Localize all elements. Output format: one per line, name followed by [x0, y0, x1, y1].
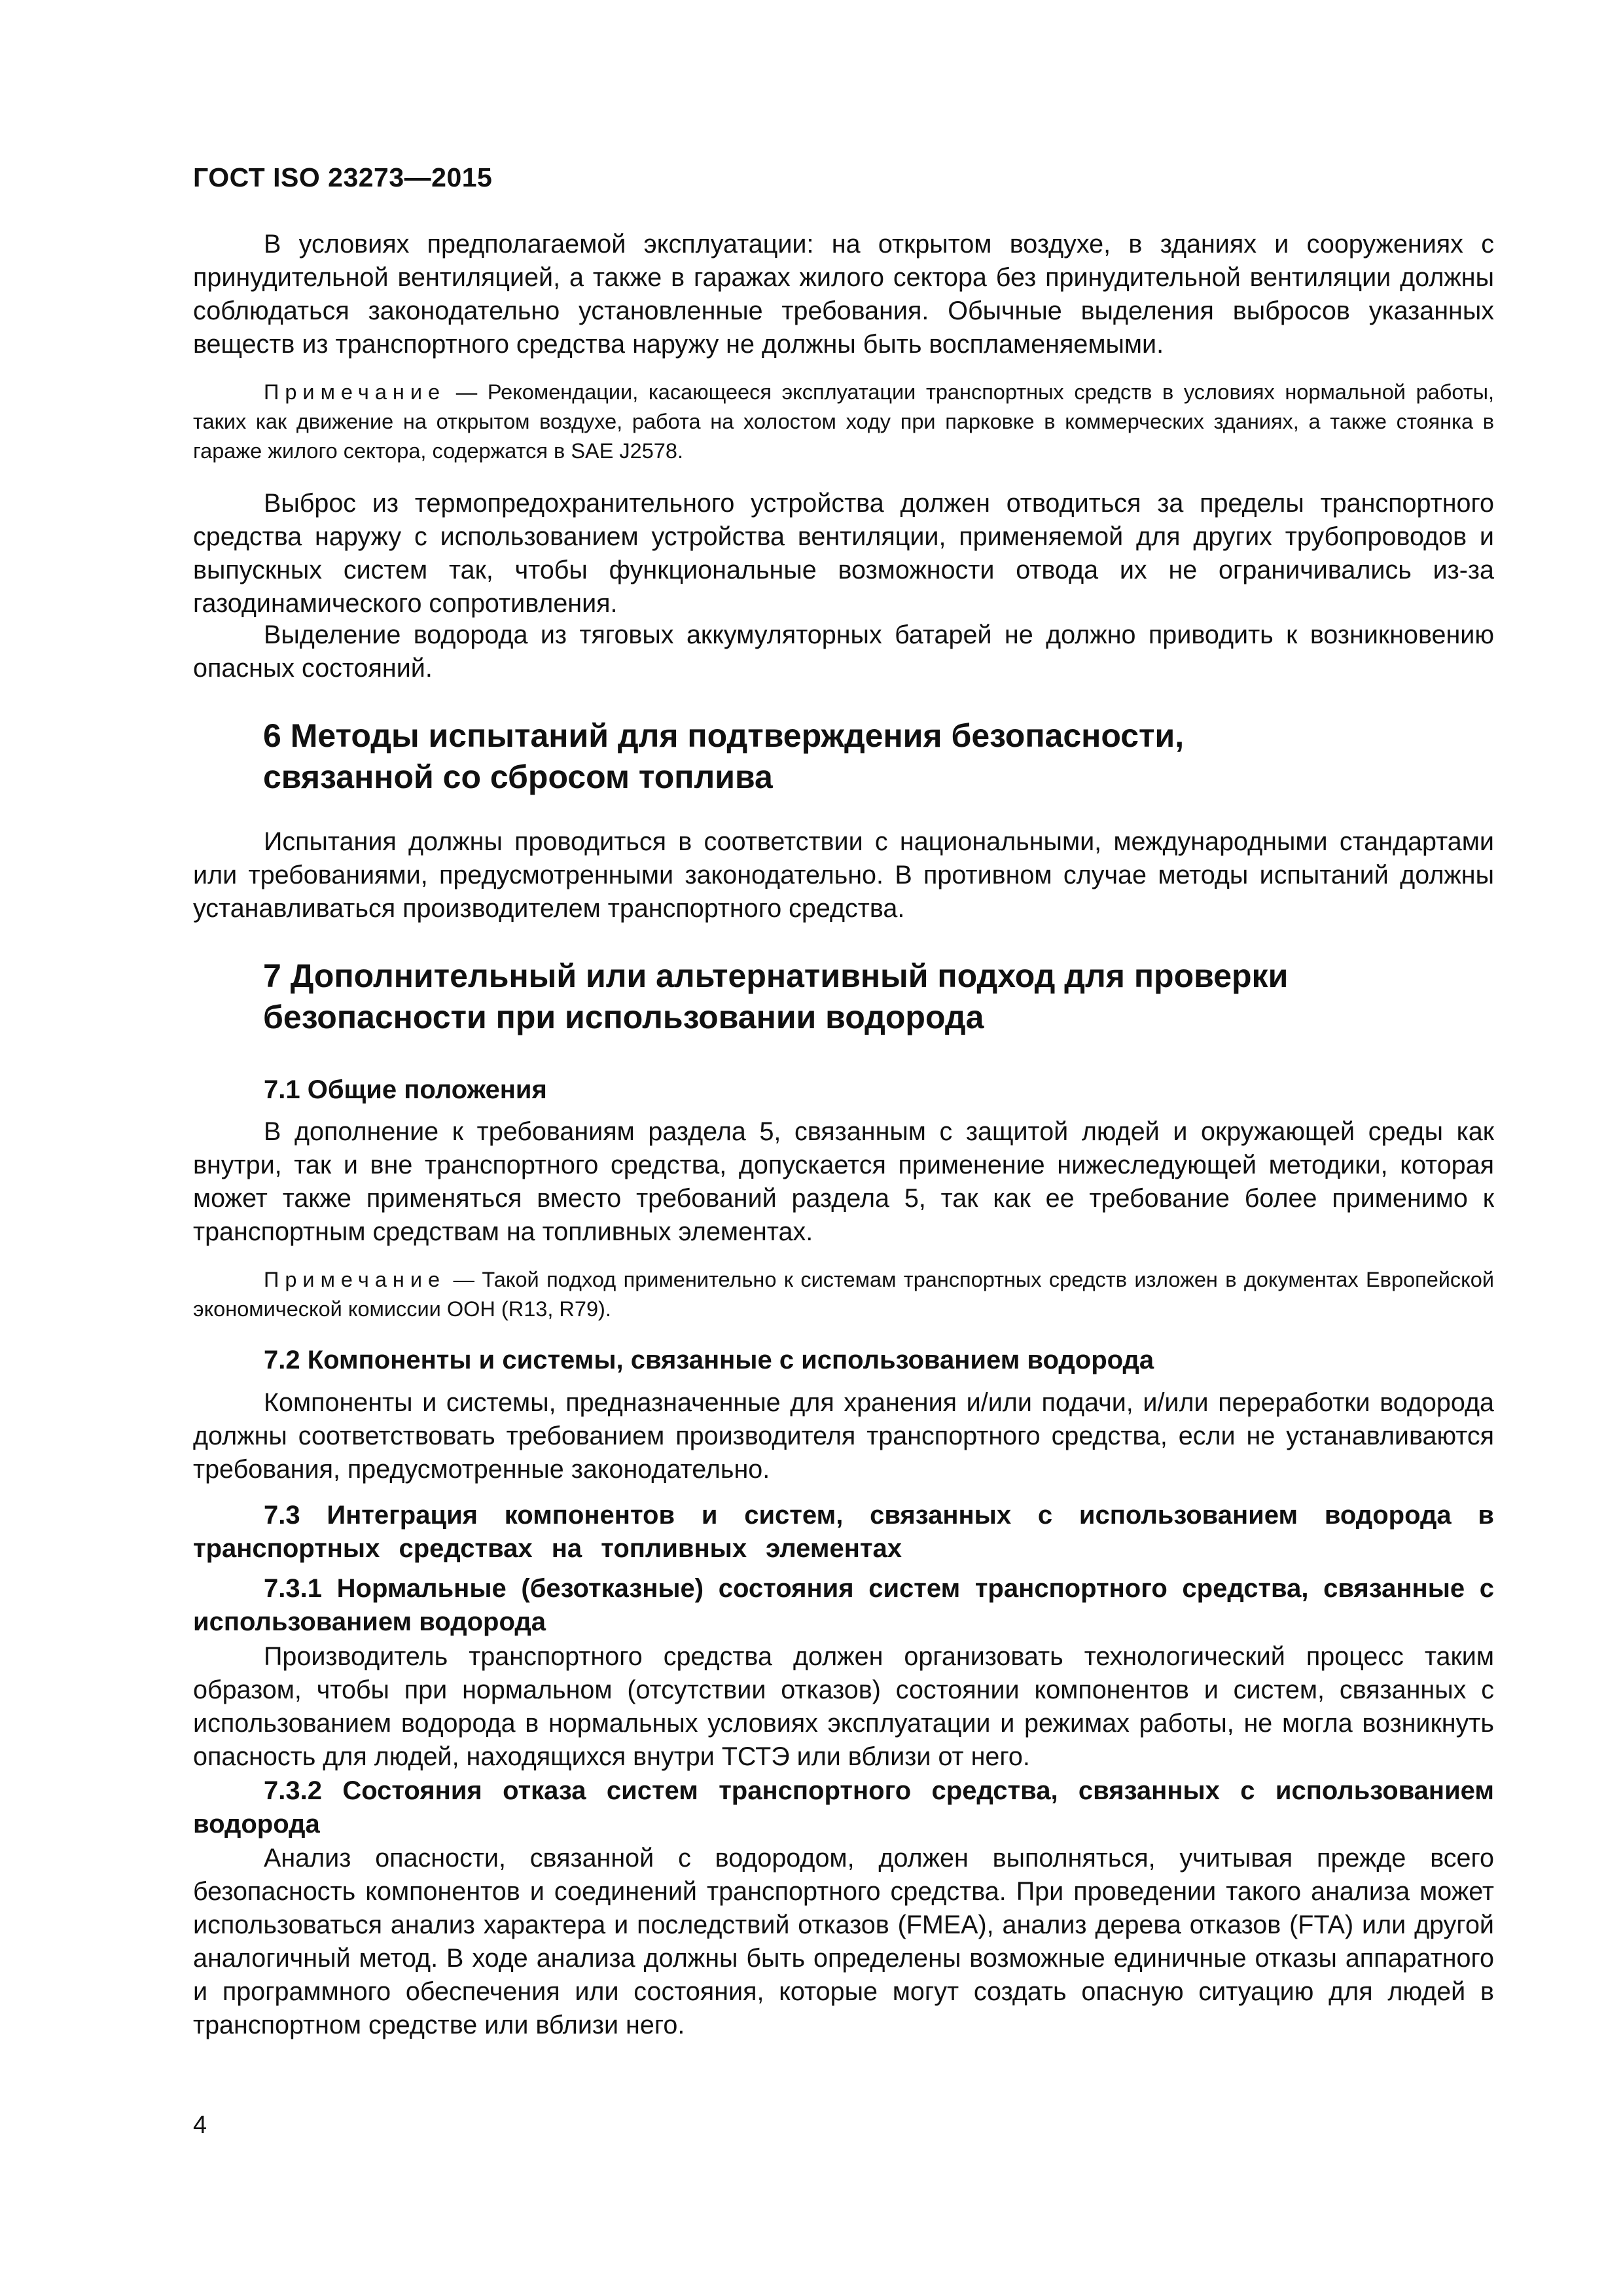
note-unece: [193, 1265, 1494, 1324]
note-label: Примечание: [264, 380, 446, 404]
section-7-2-text: Компоненты и системы, предназначенные для хранения и/или подачи, и/или переработки водорода должны соответствовать требованием производителя транспортного средства, если не устанавливаются требования, предусмотренные законодательно.: [193, 1388, 1494, 1484]
note-sae-j2578: [193, 378, 1494, 466]
section-7-1-heading: 7.1 Общие положения: [264, 1075, 547, 1104]
section-7-3-2-text: Анализ опасности, связанной с водородом, должен выполняться, учитывая прежде всего безопасность компонентов и соединений транспортного средства. При проведении такого анализа может использоваться анализ характера и последствий отказов (FMEA), анализ дерева отказов (FTA) или другой аналогичный метод. В ходе анализа должны быть определены возможные единичные отказы аппаратного и программного обеспечения или состояния, которые могут создать опасную ситуацию для людей в транспортном средстве или вблизи него.: [193, 1844, 1494, 2039]
section-7-3-1-heading: 7.3.1 Нормальные (безотказные) состояния систем транспортного средства, связанные с использованием водорода: [193, 1574, 1494, 1636]
page-number: 4: [193, 2111, 207, 2139]
document-header: ГОСТ ISO 23273—2015: [193, 162, 493, 192]
paragraph-thermal-device-discharge: Выброс из термопредохранительного устройства должен отводиться за пределы транспортного средства наружу с использованием устройства вентиляции, применяемой для других трубопроводов и выпускных систем так, чтобы функциональные возможности отвода их не ограничивались из-за газодинамического сопротивления.: [193, 489, 1494, 618]
paragraph-operating-conditions: В условиях предполагаемой эксплуатации: на открытом воздухе, в зданиях и сооружениях с принудительной вентиляцией, а также в гаражах жилого сектора без принудительной вентиляции должны соблюдаться законодательно установленные требования. Обычные выделения выбросов указанных веществ из транспортного средства наружу не должны быть воспламеняемыми.: [193, 230, 1494, 359]
section-6-heading: 6 Методы испытаний для подтверждения безопасности, связанной со сбросом топлива: [263, 717, 1185, 795]
note-label: Примечание: [264, 1268, 446, 1291]
section-7-1-text: В дополнение к требованиям раздела 5, связанным с защитой людей и окружающей среды как внутри, так и вне транспортного средства, допускается применение нижеследующей методики, которая может также применяться вместо требований раздела 5, так как ее требование более применимо к транспортным средствам на топливных элементах.: [193, 1117, 1494, 1246]
section-7-2-heading: 7.2 Компоненты и системы, связанные с использованием водорода: [264, 1346, 1154, 1374]
section-7-3-1-text: Производитель транспортного средства должен организовать технологический процесс таким образом, чтобы при нормальном (отсутствии отказов) состоянии компонентов и систем, связанных с использованием водорода в нормальных условиях эксплуатации и режимах работы, не могла возникнуть опасность для людей, находящихся внутри ТСТЭ или вблизи от него.: [193, 1642, 1494, 1771]
section-6-text: Испытания должны проводиться в соответствии с национальными, международными стандартами или требованиями, предусмотренными законодательно. В противном случае методы испытаний должны устанавливаться производителем транспортного средства.: [193, 827, 1494, 923]
note-text: — Рекомендации, касающееся эксплуатации транспортных средств в условиях нормальной работы, таких как движение на открытом воздухе, работа на холостом ходу при парковке в коммерческих зданиях, а также стоянка в гараже жилого сектора, содержатся в SAE J2578.: [193, 380, 1494, 463]
note-text: — Такой подход применительно к системам транспортных средств изложен в документах Европейской экономической комиссии ООН (R13, R79).: [193, 1268, 1494, 1321]
section-7-3-2-heading: 7.3.2 Состояния отказа систем транспортного средства, связанных с использованием водорода: [193, 1776, 1494, 1839]
section-7-heading: 7 Дополнительный или альтернативный подход для проверки безопасности при использовании водорода: [263, 958, 1289, 1035]
paragraph-battery-hydrogen: Выделение водорода из тяговых аккумуляторных батарей не должно приводить к возникновению опасных состояний.: [193, 620, 1494, 683]
section-7-3-heading: 7.3 Интеграция компонентов и систем, связанных с использованием водорода в транспортных средствах на топливных элементах: [193, 1501, 1494, 1563]
